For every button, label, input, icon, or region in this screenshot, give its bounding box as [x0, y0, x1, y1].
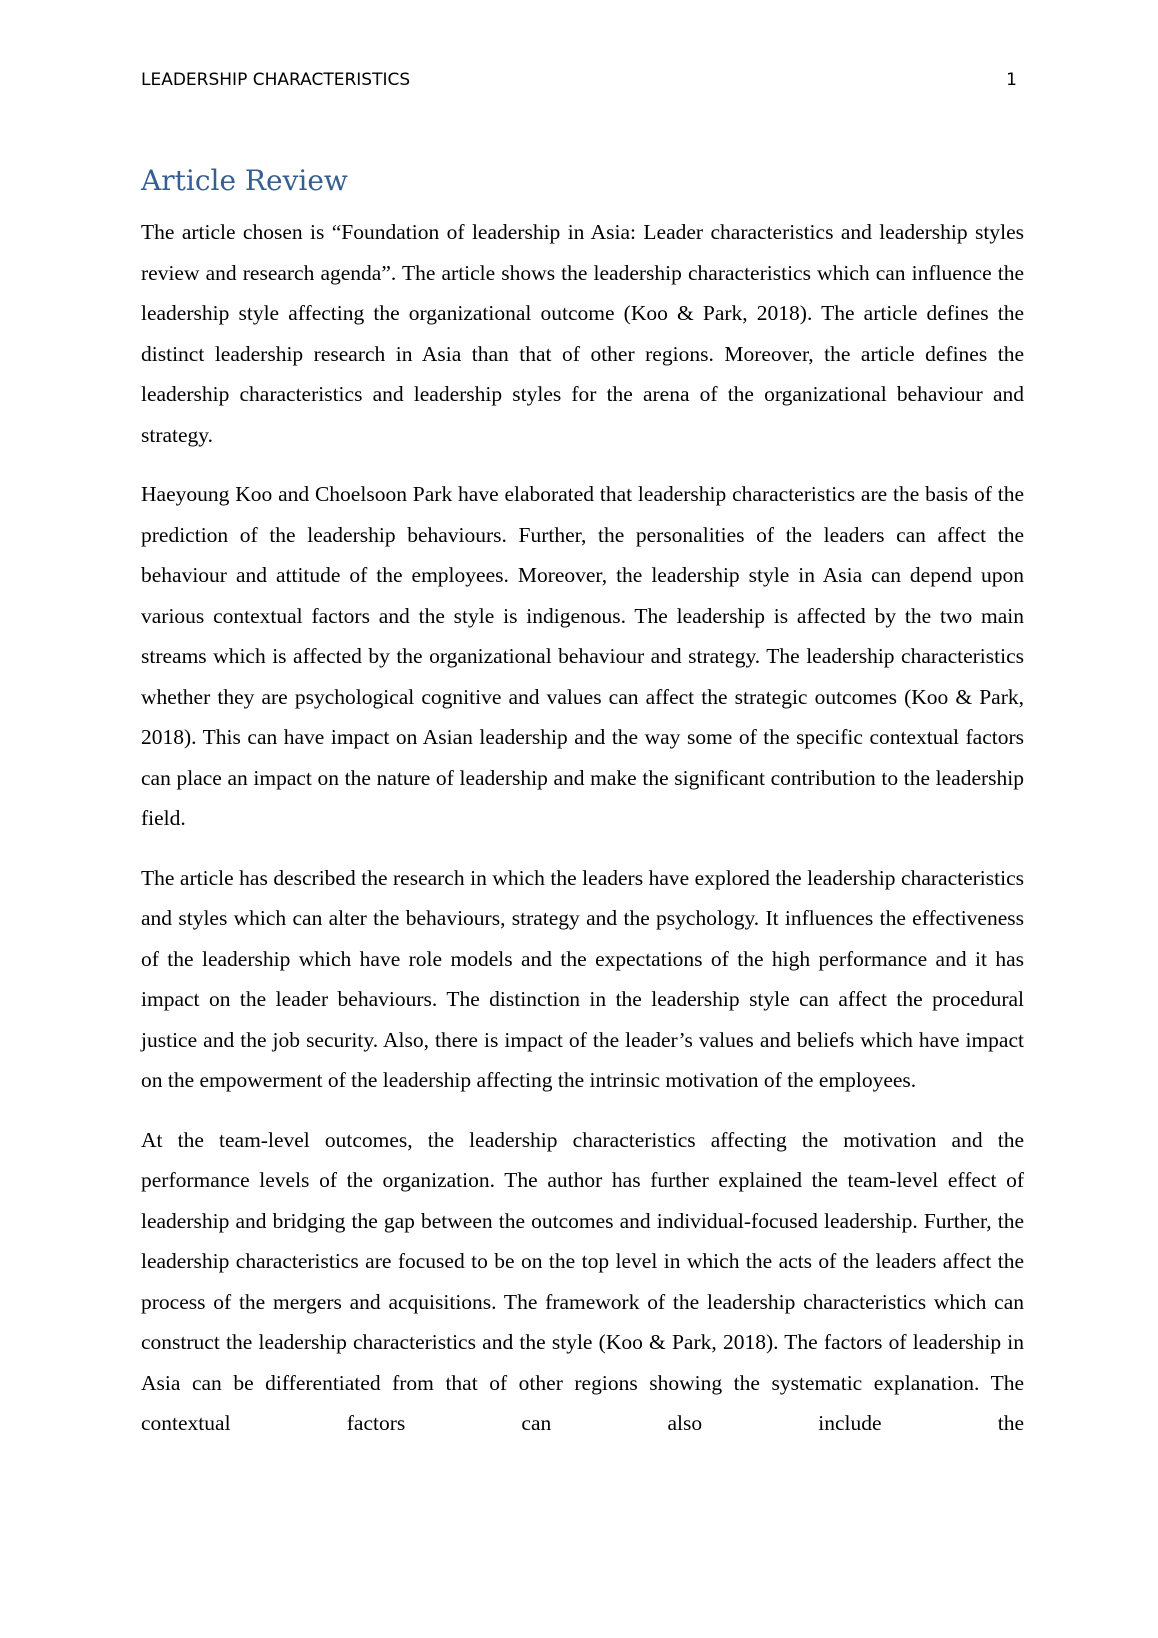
- running-head: LEADERSHIP CHARACTERISTICS: [141, 70, 411, 90]
- paragraph: At the team-level outcomes, the leadership characteristics affecting the motivation and the performance levels of the organization. The author has further explained the team-level effect of leadership and bridging the gap between the outcomes and individual-focused leadership. Further, the leadership characteristics are focused to be on the top level in which the acts of the leaders affect the process of the mergers and acquisitions. The framework of the leadership characteristics which can construct the leadership characteristics and the style (Koo & Park, 2018). The factors of leadership in Asia can be differentiated from that of other regions showing the systematic explanation. The contextual factors can also include the: [141, 1127, 1024, 1435]
- paragraph: The article has described the research in which the leaders have explored the leadership characteristics and styles which can alter the behaviours, strategy and the psychology. It influences the effectiveness of the leadership which have role models and the expectations of the high performance and it has impact on the leader behaviours. The distinction in the leadership style can affect the procedural justice and the job security. Also, there is impact of the leader’s values and beliefs which have impact on the empowerment of the leadership affecting the intrinsic motivation of the employees.: [141, 865, 1024, 1092]
- section-heading: Article Review: [141, 164, 348, 197]
- article-body: [141, 212, 1024, 1463]
- paragraph: The article chosen is “Foundation of leadership in Asia: Leader characteristics and leadership styles review and research agenda”. The article shows the leadership characteristics which can influence the leadership style affecting the organizational outcome (Koo & Park, 2018). The article defines the distinct leadership research in Asia than that of other regions. Moreover, the article defines the leadership characteristics and leadership styles for the arena of the organizational behaviour and strategy.: [141, 220, 1024, 447]
- paragraph: Haeyoung Koo and Choelsoon Park have elaborated that leadership characteristics are the basis of the prediction of the leadership behaviours. Further, the personalities of the leaders can affect the behaviour and attitude of the employees. Moreover, the leadership style in Asia can depend upon various contextual factors and the style is indigenous. The leadership is affected by the two main streams which is affected by the organizational behaviour and strategy. The leadership characteristics whether they are psychological cognitive and values can affect the strategic outcomes (Koo & Park, 2018). This can have impact on Asian leadership and the way some of the specific contextual factors can place an impact on the nature of leadership and make the significant contribution to the leadership field.: [141, 482, 1024, 830]
- page-number: 1: [1006, 70, 1017, 90]
